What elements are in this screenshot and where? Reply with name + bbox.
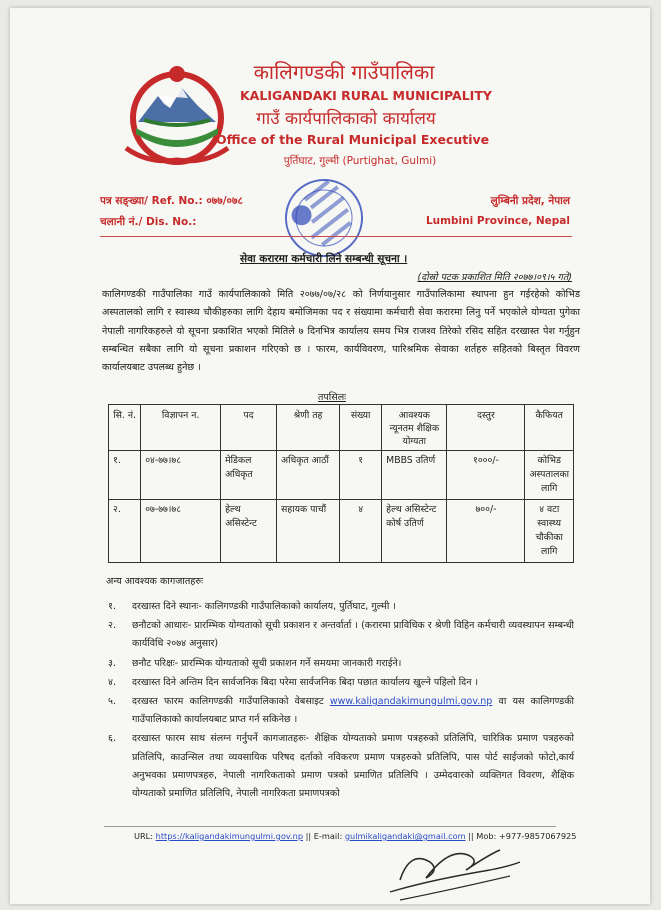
table-cell: १०००/- <box>447 451 525 500</box>
list-text: छनौट परिक्षः- प्रारम्भिक योग्यताको सूची प्रकाशन गर्ने समयमा जानकारी गराईने। <box>132 657 402 669</box>
table-row <box>109 451 574 500</box>
table-cell: १ <box>340 451 382 500</box>
header-divider <box>100 236 572 237</box>
province-english: Lumbini Province, Nepal <box>425 215 570 227</box>
list-item <box>108 730 574 803</box>
list-number: ४. <box>108 676 116 688</box>
table-cell: हेल्थ असिस्टेन्ट कोर्ष उतिर्ण <box>382 500 447 563</box>
publication-date: (दोस्रो पटक प्रकाशित मिति २०७७।०९।५ गते) <box>417 272 572 283</box>
vacancy-table <box>108 404 574 563</box>
list-text: दरखास्त दिने स्थानः- कालिगण्डकी गाउँपालिकाको कार्यालय, पुर्तिघाट, गुल्मी । <box>132 601 396 612</box>
footer-email-link[interactable]: gulmikaligandaki@gmail.com <box>344 831 466 841</box>
website-link[interactable]: www.kaligandakimungulmi.gov.np <box>329 696 493 708</box>
footer-url-link[interactable]: https://kaligandakimungulmi.gov.np <box>155 831 304 841</box>
list-item <box>108 693 574 729</box>
reference-number: पत्र सङ्ख्या/ Ref. No.: ०७७/०७८ <box>100 195 243 207</box>
table-cell: हेल्थ असिस्टेन्ट <box>221 500 277 563</box>
notice-title: सेवा करारमा कर्मचारी लिने सम्बन्धी सूचना । <box>240 253 408 265</box>
mobile-number: || Mob: +977-9857067925 <box>468 831 577 841</box>
table-cell: MBBS उतिर्ण <box>382 451 447 500</box>
footer-divider <box>104 826 556 827</box>
table-row <box>109 500 574 563</box>
table-cell: २. <box>109 500 141 563</box>
other-documents-heading: अन्य आवश्यक कागजातहरुः <box>106 576 204 587</box>
table-cell: ०४-७७।७८ <box>141 451 221 500</box>
list-item <box>108 598 574 616</box>
list-text: छनौटको आधारः- प्रारम्भिक योग्यताको सूची प्रकाशन र अन्तर्वार्ता । (करारमा प्राविधिक र श्रेणी विहिन कर्मचारी व्यवस्थापन सम्बन्धी कार्यविधि २०७४ अनुसार) <box>132 620 574 650</box>
table-cell: १. <box>109 451 141 500</box>
office-seal-icon <box>282 176 366 260</box>
list-number: २. <box>108 620 116 632</box>
list-number: ६. <box>108 733 116 745</box>
list-text: दरखास्त फारम साथ संलग्न गर्नुपर्ने कागजातहरुः- शैक्षिक योग्यताको प्रमाण पत्रहरुको प्रतिलिपि, चारित्रिक प्रमाण पत्रहरुको प्रतिलिपि, काउन्सिल तथा व्यवसायिक परिषद दर्ताको नविकरण प्रमाण पत्रहरुको प्रतिलिपि, पास पोर्ट साईजको फोटो,कार्य अनुभवका प्रमाणपत्रहरु, नेपाली नागरिकताको प्रमाण पत्रको प्रमाणित प्रतिलिपि । उम्मेदवारको व्यक्तिगत विवरण, शैक्षिक योग्यताको प्रमाणित प्रतिलिपि, नेपाली नागरिकता प्रमाणपत्रको <box>132 733 574 800</box>
list-item <box>108 674 574 692</box>
header-cell: पद <box>221 405 277 451</box>
header-cell: विज्ञापन न. <box>141 405 221 451</box>
office-address: पुर्तिघाट, गुल्मी (Purtighat, Gulmi) <box>283 155 437 167</box>
table-cell: कोभिड अस्पतालका लागि <box>525 451 574 500</box>
municipality-emblem-icon <box>118 60 236 168</box>
table-cell: सहायक पाचौं <box>276 500 339 563</box>
list-text: दरखस्त फारम कालिगण्डकी गाउँपालिकाको वेबसाइट <box>132 696 324 708</box>
office-name-nepali: गाउँ कार्यपालिकाको कार्यालय <box>256 109 436 129</box>
table-cell: मेडिकल अधिकृत <box>221 451 277 500</box>
header-cell: कैफियत <box>525 405 574 451</box>
list-number: ३. <box>108 657 116 669</box>
table-header-row <box>109 405 574 451</box>
dispatch-number: चलानी नं./ Dis. No.: <box>100 216 197 228</box>
table-cell: अधिकृत आठौं <box>276 451 339 500</box>
office-name-english: Office of the Rural Municipal Executive <box>216 132 490 147</box>
list-item <box>108 655 574 673</box>
table-cell: ७००/- <box>447 500 525 563</box>
url-label: URL: <box>134 831 154 841</box>
table-cell: ४ वटा स्वास्थ्य चौकीका लागि <box>525 500 574 563</box>
signature-icon <box>370 840 540 904</box>
table-cell: ४ <box>340 500 382 563</box>
header-cell: श्रेणी तह <box>276 405 339 451</box>
header-cell: संख्या <box>340 405 382 451</box>
email-label: || E-mail: <box>305 831 343 841</box>
list-item <box>108 617 574 653</box>
notice-page <box>10 8 650 904</box>
list-text: दरखास्त दिने अन्तिम दिन सार्वजनिक बिदा परेमा सार्वजनिक बिदा पछात कार्यालय खुल्ने पहिलो दिन । <box>132 676 479 688</box>
list-number: ५. <box>108 696 116 708</box>
list-number: १. <box>108 601 116 612</box>
documents-list <box>108 598 574 804</box>
details-heading: तपसिलः <box>318 392 347 403</box>
municipality-name-nepali: कालिगण्डकी गाउँपालिका <box>253 60 435 84</box>
header-cell: आवश्यक न्यूनतम शैक्षिक योग्यता <box>382 405 447 451</box>
province-nepali: लुम्बिनी प्रदेश, नेपाल <box>490 195 570 207</box>
list-text: वा यस कालिगण्डकी गाउँपालिकाको कार्यालयबाट प्राप्त गर्न सकिनेछ । <box>132 696 574 726</box>
municipality-name-english: KALIGANDAKI RURAL MUNICIPALITY <box>240 88 492 103</box>
header-cell: सि. नं. <box>109 405 141 451</box>
notice-body: कालिगण्डकी गाउँपालिका गाउँ कार्यपालिकाको मिति २०७७/०७/२८ को निर्णयानुसार गाउँपालिकामा स्थापना हुन गईरहेको कोभिड अस्पतालको लागि र स्वास्थ्य चौकीहरुका लागि देहाय बमोजिमका पद र संख्यामा कर्मचारी सेवा करारमा लिनु पर्ने भएकोले योग्यता पुगेका नेपाली नागरिकहरुले यो सूचना प्रकाशित भएको मितिले ७ दिनभित्र कार्यालय समय भित्र राजश्व तिरेको रसिद सहित दरखास्त पेश गर्नुहुन सम्बन्धित सबैका लागि यो सूचना प्रकाशन गरिएको छ । फारम, कार्यविवरण, पारिश्रमिक सेवाका शर्तहरु सहितको बिस्तृत विवरण कार्यालयबाट उपलब्ध हुनेछ । <box>102 289 580 374</box>
table-cell: ०७-७७।७८ <box>141 500 221 563</box>
header-cell: दस्तुर <box>447 405 525 451</box>
